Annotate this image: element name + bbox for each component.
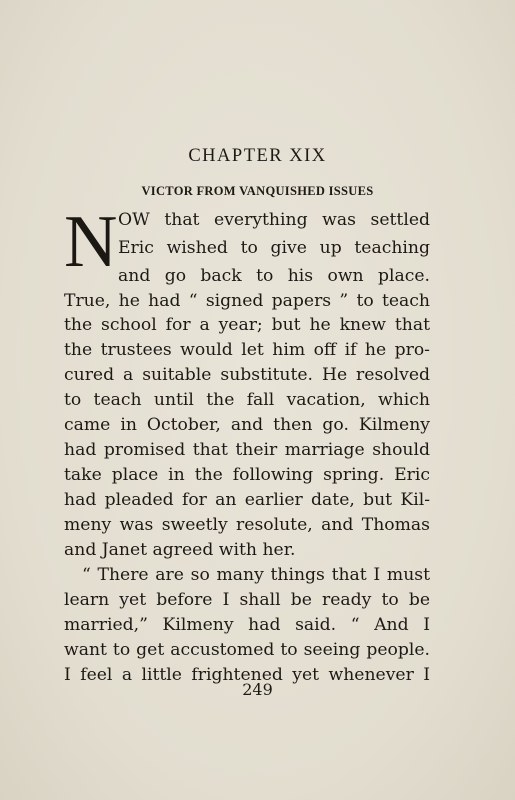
text-line: “ There are so many things that I must xyxy=(82,565,430,585)
chapter-subtitle: VICTOR FROM VANQUISHED ISSUES xyxy=(141,184,374,198)
text-line: the trustees would let him off if he pro- xyxy=(64,340,430,360)
drop-cap: N xyxy=(64,201,118,283)
text-line: OW that everything was settled xyxy=(118,210,430,230)
text-line: Eric wished to give up teaching xyxy=(118,238,430,258)
text-line: came in October, and then go. Kilmeny xyxy=(64,415,430,435)
text-line: take place in the following spring. Eric xyxy=(64,465,430,485)
text-line: meny was sweetly resolute, and Thomas xyxy=(64,515,430,535)
text-line: had pleaded for an earlier date, but Kil- xyxy=(64,490,430,510)
chapter-title: CHAPTER XIX xyxy=(188,146,327,166)
text-line: the school for a year; but he knew that xyxy=(64,315,430,335)
text-line: and go back to his own place. xyxy=(118,266,430,286)
text-line: cured a suitable substitute. He resolved xyxy=(64,365,430,385)
text-line: and Janet agreed with her. xyxy=(64,540,296,560)
text-line: to teach until the fall vacation, which xyxy=(64,390,430,410)
text-line: True, he had “ signed papers ” to teach xyxy=(64,291,430,311)
text-line: married,” Kilmeny had said. “ And I xyxy=(64,615,430,635)
page-number: 249 xyxy=(242,680,273,699)
text-line: had promised that their marriage should xyxy=(64,440,430,460)
text-line: I feel a little frightened yet whenever I xyxy=(64,665,430,685)
text-line: learn yet before I shall be ready to be xyxy=(64,590,430,610)
text-line: want to get accustomed to seeing people. xyxy=(64,640,430,660)
